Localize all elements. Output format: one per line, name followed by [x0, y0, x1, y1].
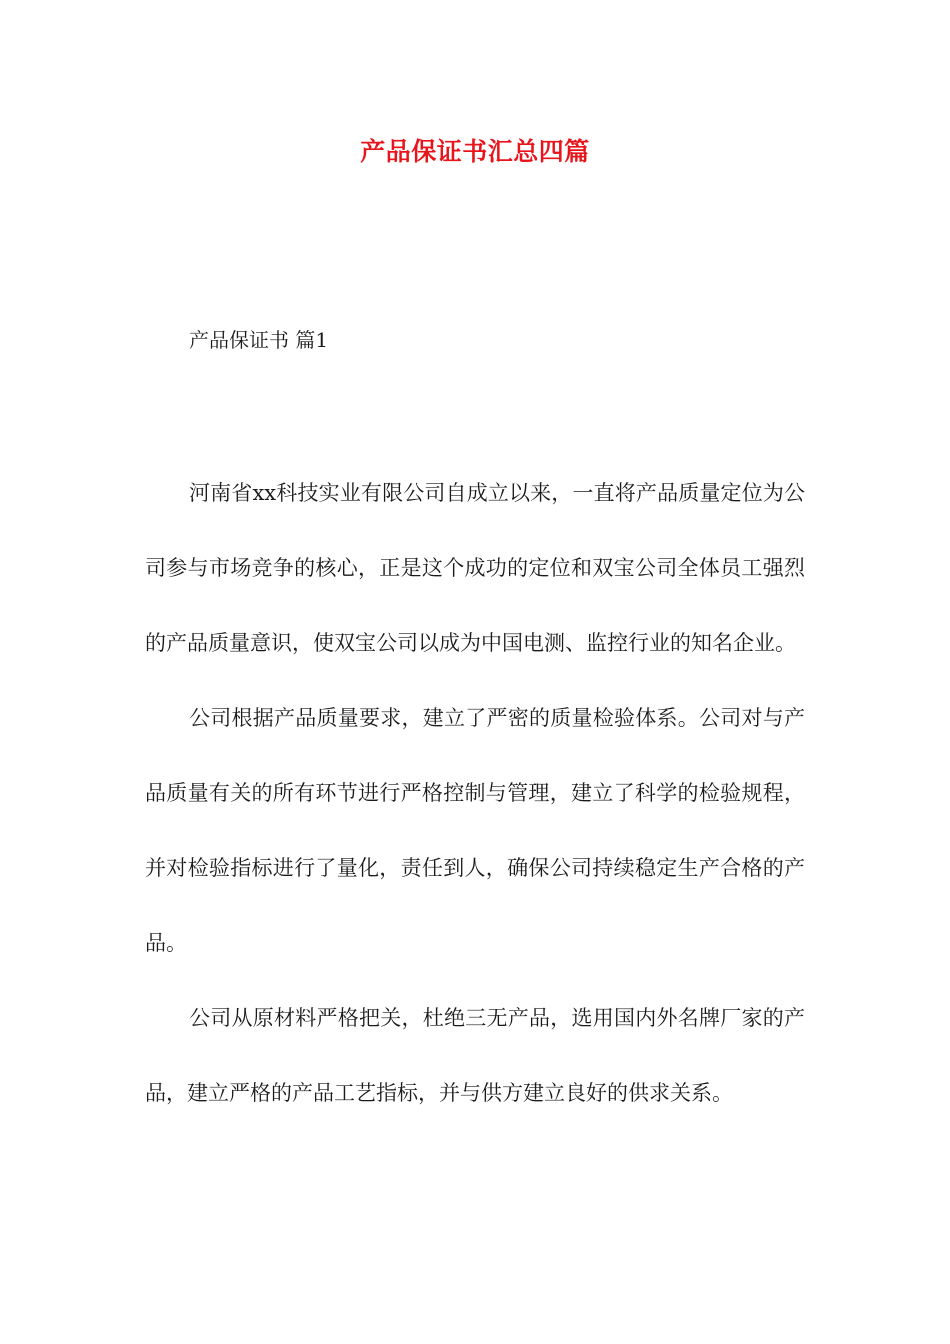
paragraph-3: 公司从原材料严格把关，杜绝三无产品，选用国内外名牌厂家的产品，建立严格的产品工艺指标，并与供方建立良好的供求关系。 — [145, 1006, 805, 1105]
paragraph-1: 河南省xx科技实业有限公司自成立以来，一直将产品质量定位为公司参与市场竞争的核心，正是这个成功的定位和双宝公司全体员工强烈的产品质量意识，使双宝公司以成为中国电测、监控行业的知名企业。 — [145, 481, 805, 655]
document-body — [145, 456, 805, 1131]
document-title: 产品保证书汇总四篇 — [360, 137, 590, 166]
section-heading: 产品保证书 篇1 — [189, 328, 329, 352]
paragraph-2: 公司根据产品质量要求，建立了严密的质量检验体系。公司对与产品质量有关的所有环节进行严格控制与管理，建立了科学的检验规程，并对检验指标进行了量化，责任到人，确保公司持续稳定生产合格的产品。 — [145, 706, 805, 955]
